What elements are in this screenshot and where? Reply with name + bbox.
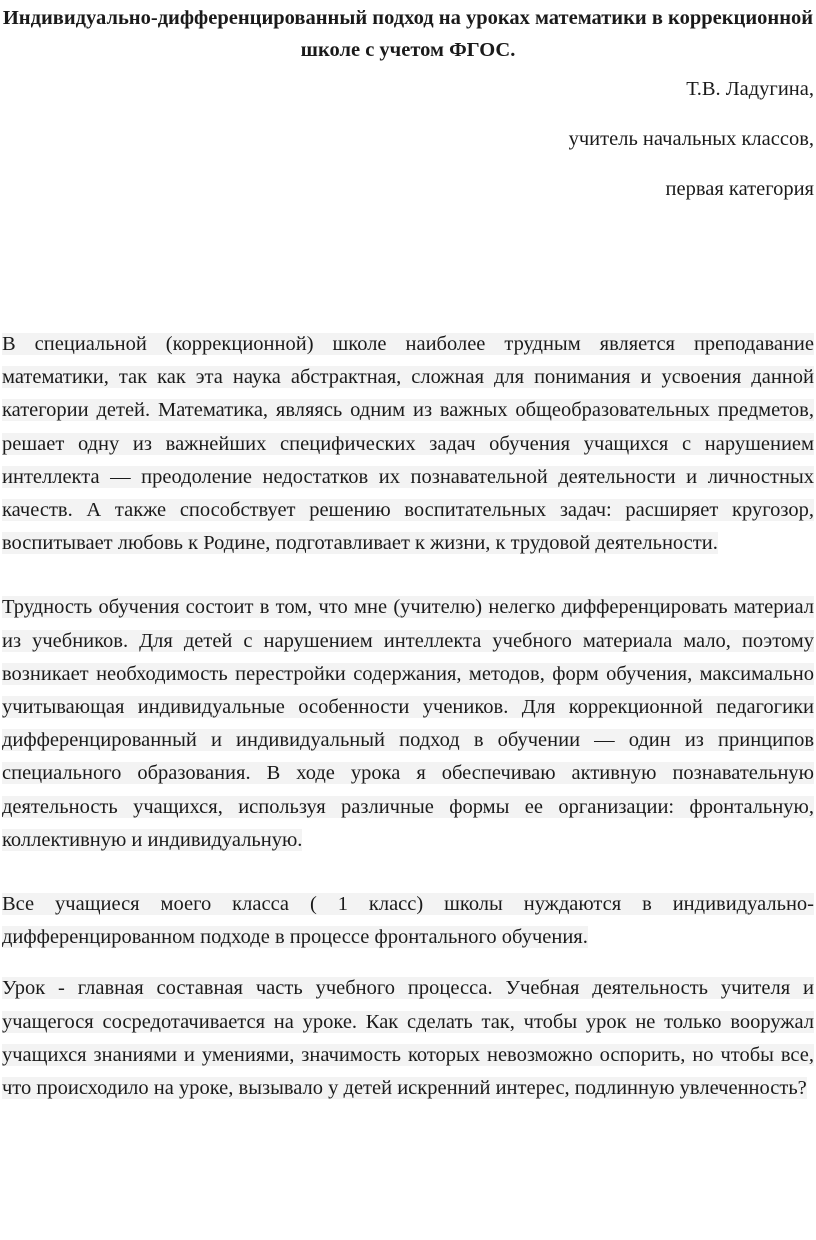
paragraph-3-text: Все учащиеся моего класса ( 1 класс) школы нуждаются в индивидуально-дифференцированном подходе в процессе фронтального обучения. [2, 893, 814, 949]
paragraph-3 [2, 888, 814, 954]
author-category: первая категория [665, 178, 814, 200]
paragraph-4-text: Урок - главная составная часть учебного процесса. Учебная деятельность учителя и учащегося сосредотачивается на уроке. Как сделать так, чтобы урок не только вооружал учащихся знаниями и умениями, значимость которых невозможно оспорить, но чтобы все, что происходило на уроке, вызывало у детей искренний интерес, подлинную увлеченность? [2, 977, 814, 1100]
paragraph-4 [2, 972, 814, 1105]
paragraph-2-text: Трудность обучения состоит в том, что мне (учителю) нелегко дифференцировать материал из учебников. Для детей с нарушением интеллекта учебного материала мало, поэтому возникает необходимость перестройки содержания, методов, форм обучения, максимально учитывающая индивидуальные особенности учеников. Для коррекционной педагогики дифференцированный и индивидуальный подход в обучении — один из принципов специального образования. В ходе урока я обеспечиваю активную познавательную деятельность учащихся, используя различные формы ее организации: фронтальную, коллективную и индивидуальную. [2, 596, 814, 851]
author-position: учитель начальных классов, [568, 128, 814, 150]
document-body [2, 328, 814, 1105]
document-title: Индивидуально-дифференцированный подход на уроках математики в коррекционной школе с учетом ФГОС. [2, 7, 814, 61]
paragraph-1 [2, 328, 814, 560]
paragraph-1-text: В специальной (коррекционной) школе наиболее трудным является преподавание математики, так как эта наука абстрактная, сложная для понимания и усвоения данной категории детей. Математика, являясь одним из важных общеобразовательных предметов, решает одну из важнейших специфических задач обучения учащихся с нарушением интеллекта — преодоление недостатков их познавательной деятельности и личностных качеств. А также способствует решению воспитательных задач: расширяет кругозор, воспитывает любовь к Родине, подготавливает к жизни, к трудовой деятельности. [2, 333, 814, 555]
author-name: Т.В. Ладугина, [686, 78, 814, 100]
paragraph-2 [2, 591, 814, 857]
author-block [2, 76, 814, 202]
